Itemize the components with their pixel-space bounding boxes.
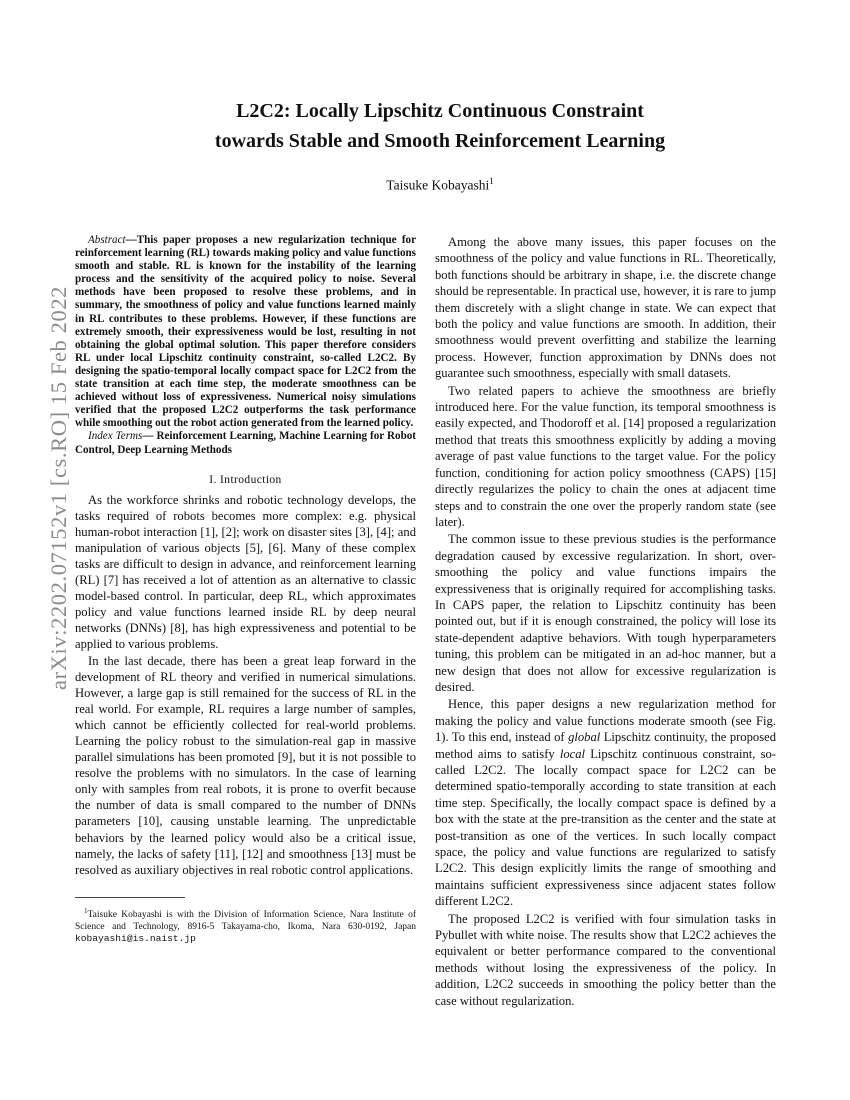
right-column: [435, 234, 776, 1009]
title-line-2: towards Stable and Smooth Reinforcement Learning: [214, 130, 666, 152]
left-column: [75, 234, 416, 946]
footnote-mark: 1: [84, 906, 88, 915]
intro-paragraph-7: The proposed L2C2 is verified with four simulation tasks in Pybullet with white noise. The results show that L2C2 achieves the equivalent or better performance compared to the conventional methods without losing the expressiveness of the policy. In addition, L2C2 succeeds in smoothing the policy better than the case without regularization.: [435, 911, 776, 1008]
index-terms: [75, 430, 416, 456]
index-terms-text: Reinforcement Learning, Machine Learning for Robot Control, Deep Learning Methods: [75, 430, 416, 456]
section-heading-introduction: I. Introduction: [209, 473, 282, 486]
footnote-text: Taisuke Kobayashi is with the Division of Information Science, Nara Institute of Science and Technology, 8916-5 Takayama-cho, Ikoma, Nara 630-0192, Japan: [75, 910, 416, 933]
footnote-divider: [75, 897, 185, 898]
abstract-text: This paper proposes a new regularization technique for reinforcement learning (RL) towards making policy and value functions smooth and stable. RL is known for the instability of the learning process and the sensitivity of the acquired policy to noise. Several methods have been proposed to resolve these problems, and in summary, the smoothness of policy and value functions learned mainly in RL contributes to these problems. However, if these functions are extremely smooth, their expressiveness would be lost, resulting in not obtaining the global optimal solution. This paper therefore considers RL under local Lipschitz continuity constraint, so-called L2C2. By designing the spatio-temporal locally compact space for L2C2 from the state transition at each time step, the moderate smoothness can be achieved without loss of expressiveness. Numerical noisy simulations verified that the proposed L2C2 outperforms the task performance while smoothing out the robot action generated from the learned policy.: [75, 234, 416, 430]
intro-paragraph-4: Two related papers to achieve the smoothness are briefly introduced here. For the value function, its temporal smoothness is easily expected, and Thodoroff et al. [14] proposed a regularization method that treats this smoothness explicitly by adding a moving average of past value functions to the target value. For the policy function, conditioning for action policy smoothness (CAPS) [15] directly regularizes the policy to chain the ones at adjacent time steps and to constrain the one over the properly random state (see later).: [435, 383, 776, 529]
author-affiliation-mark: 1: [489, 176, 494, 186]
arxiv-identifier: arXiv:2202.07152v1 [cs.RO] 15 Feb 2022: [46, 285, 71, 690]
paragraph-6-text-c: Lipschitz continuous constraint, so-called L2C2. The locally compact space for L2C2 can be determined spatio-temporally according to state transition at each time step. Specifically, the locally compact space is defined by a box with the state at the pre-transition as the center and the state at post-transition as one of the vertices. In such locally compact space, the policy and value functions are regularized to satisfy L2C2. This design explicitly limits the range of smoothing and maintains sufficient expressiveness since adjacent states follow different L2C2.: [435, 746, 776, 909]
author-email: kobayashi@is.naist.jp: [75, 933, 196, 945]
paragraph-6-text-a: Hence, this paper designs a new regularization method for making the policy and value functions moderate smooth (see Fig. 1). To this end, instead of: [435, 697, 776, 745]
author-line: [60, 176, 820, 194]
index-terms-label: Index Terms: [88, 430, 143, 443]
intro-paragraph-6: [435, 696, 776, 909]
abstract: [75, 234, 416, 430]
intro-paragraph-1: As the workforce shrinks and robotic technology develops, the tasks required of robots becomes more complex: e.g. physical human-robot interaction [1], [2]; work on disaster sites [3], [4]; and manipulation of various objects [5], [6]. Many of these complex tasks are difficult to design in advance, and reinforcement learning (RL) [7] has received a lot of attention as an alternative to classic model-based control. In particular, deep RL, which approximates policy and value functions learned inside RL by deep neural networks (DNNs) [8], has high expressiveness and potential to be applied to various problems.: [75, 492, 416, 652]
emphasis-local: local: [559, 746, 586, 761]
abstract-separator: —: [125, 234, 137, 246]
author-name: Taisuke Kobayashi: [386, 177, 490, 193]
paper-title: [60, 96, 820, 156]
abstract-label: Abstract: [88, 234, 126, 246]
intro-paragraph-2: In the last decade, there has been a great leap forward in the development of RL theory and verified in numerical simulations. However, a large gap is still remained for the success of RL in the real world. For example, RL requires a large number of samples, which cannot be efficiently collected for real-world problems. Learning the policy robust to the simulation-real gap in massive parallel simulations has been promoted [9], but it is not possible to resolve the problems with no simulators. In the case of learning only with samples from real robots, it is prone to overfit because the number of data is small compared to the number of DNNs parameters [10], causing unstable learning. The unpredictable behaviors by the learned policy would also be a critical issue, namely, the lacks of safety [11], [12] and smoothness [13] must be resolved as auxiliary objectives in real robotic control applications.: [75, 653, 416, 877]
title-line-1: L2C2: Locally Lipschitz Continuous Constraint: [236, 100, 644, 122]
affiliation-footnote: [75, 905, 416, 946]
index-terms-separator: —: [142, 430, 154, 443]
emphasis-global: global: [568, 730, 601, 745]
intro-paragraph-3: Among the above many issues, this paper focuses on the smoothness of the policy and value functions in RL. Theoretically, both functions should be arbitrary in shape, i.e. the discrete change should be representable. In practical use, however, it is rare to jump them discretely with a slight change in state. We can expect that both the policy and value functions are smooth. In addition, their smoothness would prevent overfitting and stabilize the learning process. However, function approximation by DNNs does not guarantee such smoothness, especially with small datasets.: [435, 235, 776, 381]
paragraph-6-text-b: Lipschitz continuity, the proposed method aims to satisfy: [435, 730, 776, 761]
intro-paragraph-5: The common issue to these previous studies is the performance degradation caused by excessive regularization. In short, over-smoothing the policy and value functions impairs the expressiveness that is originally required for accomplishing tasks. In CAPS paper, the relation to Lipschitz continuity has been pointed out, but if it is enough constrained, the policy will lose its state-dependent adaptive behaviors. With tough hyperparameters tuning, this problem can be mitigated in an ad-hoc manner, but a new design that does not allow for excessive regularization is desired.: [435, 532, 776, 694]
